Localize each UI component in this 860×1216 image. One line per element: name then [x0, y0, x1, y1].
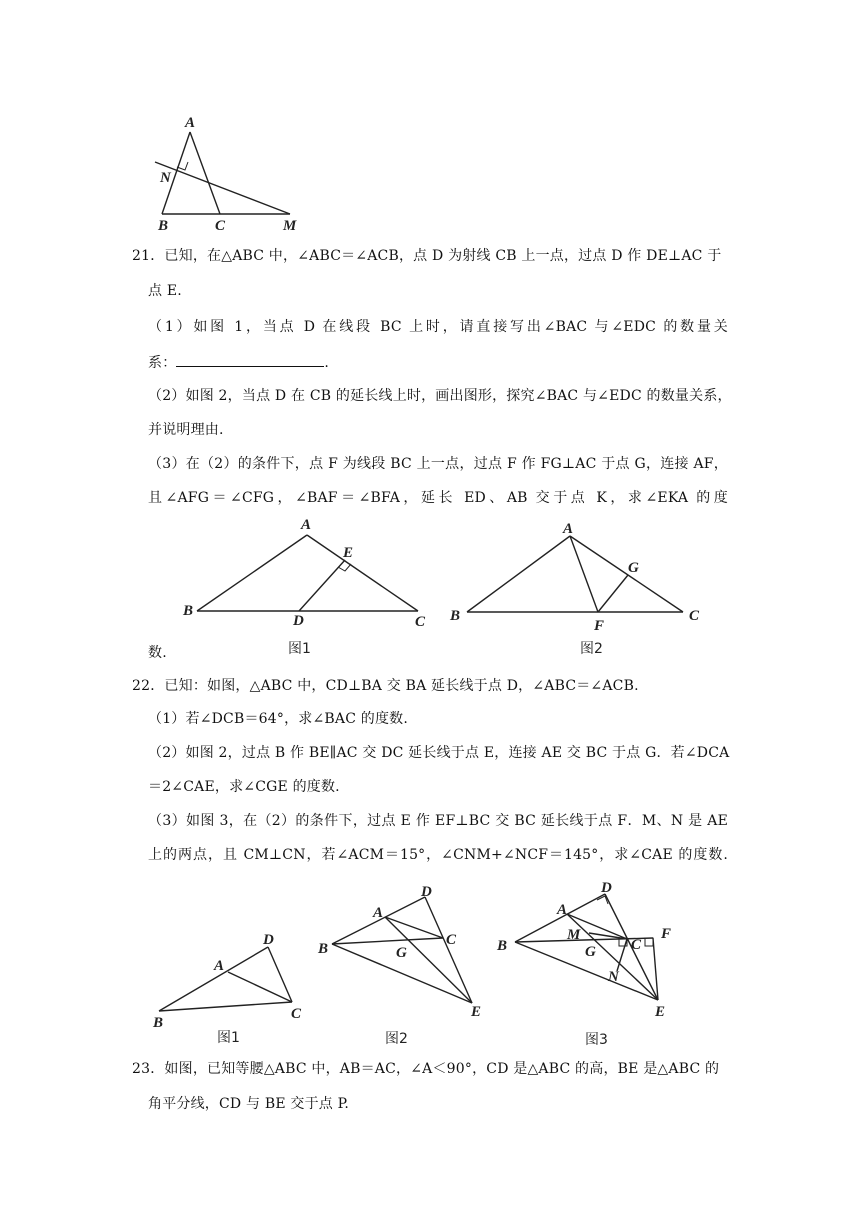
segment-bd: [159, 947, 268, 1011]
q21-stem-text-1: 已知，在△ABC 中，∠ABC＝∠ACB，点 D 为射线 CB 上一点，过点 D 作 DE⊥AC 于: [164, 248, 722, 264]
q21-part2-line-2: 并说明理由.: [148, 422, 224, 438]
q21-figure-1-svg: [175, 515, 445, 665]
q21-figure-2-svg: [445, 520, 715, 665]
q22-part3-line-2: 上的两点，且 CM⊥CN，若∠ACM＝15°，∠CNM+∠NCF＝145°，求∠CAE 的度数.: [148, 847, 728, 863]
q21-part3-line-3: 数.: [148, 645, 167, 661]
figure-svg: [140, 110, 320, 235]
label-a: A: [301, 517, 312, 533]
label-c: C: [446, 932, 457, 948]
q21-figure-1: [175, 515, 445, 665]
label-a: A: [185, 115, 196, 131]
segment-bc: [159, 1002, 292, 1011]
q22-part2-line-2: ＝2∠CAE，求∠CGE 的度数.: [148, 779, 340, 795]
label-b: B: [450, 608, 461, 624]
q22-figure-2-svg: [315, 883, 495, 1050]
segment-dc: [268, 947, 292, 1002]
q21-part2-line-1: （2）如图 2，当点 D 在 CB 的延长线上时，画出图形，探究∠BAC 与∠EDC 的数量关系，: [148, 388, 732, 404]
segment-fg: [598, 575, 628, 612]
caption: 图2: [385, 1031, 408, 1047]
label-a: A: [557, 902, 568, 918]
label-d: D: [421, 884, 432, 900]
label-c: C: [291, 1006, 302, 1022]
label-g: G: [628, 560, 639, 576]
label-b: B: [497, 938, 508, 954]
q22-figure-1: [145, 930, 315, 1050]
label-n: N: [160, 170, 171, 186]
segment-ac: [190, 132, 220, 214]
q21-part3-line-2: 且∠AFG＝∠CFG，∠BAF＝∠BFA，延长 ED、AB 交于点 K，求∠EKA 的度: [148, 490, 728, 506]
label-n: N: [608, 969, 619, 985]
q21-number: 21．: [132, 248, 165, 264]
label-g: G: [585, 944, 596, 960]
label-c: C: [689, 608, 700, 624]
label-e: E: [655, 1004, 666, 1020]
caption: 图3: [585, 1032, 608, 1048]
label-m: M: [567, 927, 581, 943]
q22-figure-3: [493, 876, 683, 1050]
q22-figure-1-svg: [145, 930, 315, 1050]
q22-stem-line: [132, 676, 639, 696]
q22-number: 22．: [132, 678, 165, 694]
label-d: D: [293, 613, 304, 629]
q22-stem-text: 已知：如图，△ABC 中，CD⊥BA 交 BA 延长线于点 D，∠ABC＝∠ACB.: [164, 678, 639, 694]
label-a: A: [214, 958, 225, 974]
caption: 图2: [580, 641, 603, 657]
q22-part2-line-1: （2）如图 2，过点 B 作 BE∥AC 交 DC 延长线于点 E，连接 AE 交 BC 于点 G．若∠DCA: [148, 745, 730, 761]
label-a: A: [563, 521, 574, 537]
segment-ac: [570, 536, 683, 612]
label-c: C: [215, 218, 226, 234]
q22-figure-3-svg: [493, 876, 683, 1050]
segment-de: [425, 897, 472, 1003]
q22-part1-line: （1）若∠DCB＝64°，求∠BAC 的度数.: [148, 711, 409, 727]
label-f: F: [661, 926, 672, 942]
label-d: D: [263, 932, 274, 948]
segment-nm: [155, 162, 290, 214]
segment-ab: [467, 536, 570, 612]
figure-triangle-abc-nm: [140, 110, 320, 235]
q23-stem-text-1: 如图，已知等腰△ABC 中，AB＝AC，∠A＜90°，CD 是△ABC 的高，BE 是△ABC 的: [164, 1061, 720, 1077]
q23-stem-line-2: 角平分线，CD 与 BE 交于点 P.: [148, 1096, 350, 1112]
q21-figure-2: [445, 520, 715, 665]
q21-stem-line-2: 点 E.: [148, 283, 182, 299]
q21-part1-line-2: [148, 352, 329, 373]
q23-number: 23．: [132, 1061, 165, 1077]
q21-part3-line-1: （3）在（2）的条件下，点 F 为线段 BC 上一点，过点 F 作 FG⊥AC 于点 G，连接 AF，: [148, 456, 728, 472]
caption: 图1: [288, 641, 311, 657]
label-c: C: [631, 937, 642, 953]
segment-de: [299, 560, 345, 611]
segment-af: [570, 536, 598, 612]
segment-ac: [385, 917, 443, 938]
q21-part1-line-1: （1）如图 1，当点 D 在线段 BC 上时，请直接写出∠BAC 与∠EDC 的数量关: [148, 319, 728, 335]
label-c: C: [415, 614, 426, 630]
q21-stem-line-1: [132, 246, 722, 266]
label-e: E: [343, 545, 354, 561]
label-m: M: [283, 218, 297, 234]
q23-stem-line-1: [132, 1059, 720, 1079]
label-f: F: [594, 618, 605, 634]
q21-part1-suffix: .: [324, 355, 330, 371]
right-angle-mark-f: [645, 938, 653, 946]
segment-ac: [228, 972, 292, 1002]
label-b: B: [318, 941, 329, 957]
answer-blank: [176, 352, 324, 367]
q21-part1-prefix: 系：: [148, 355, 177, 371]
label-e: E: [471, 1004, 482, 1020]
q22-part3-line-1: （3）如图 3，在（2）的条件下，过点 E 作 EF⊥BC 交 BC 延长线于点 F．M、N 是 AE: [148, 813, 728, 829]
label-a: A: [373, 905, 384, 921]
label-b: B: [183, 603, 194, 619]
q22-figure-2: [315, 883, 495, 1050]
caption: 图1: [217, 1030, 240, 1046]
segment-ae: [567, 914, 658, 1000]
label-b: B: [158, 218, 169, 234]
label-d: D: [601, 880, 612, 896]
segment-ab: [197, 535, 307, 611]
segment-ac: [307, 535, 418, 611]
label-b: B: [153, 1015, 164, 1031]
segment-bc: [332, 938, 443, 944]
label-g: G: [396, 945, 407, 961]
